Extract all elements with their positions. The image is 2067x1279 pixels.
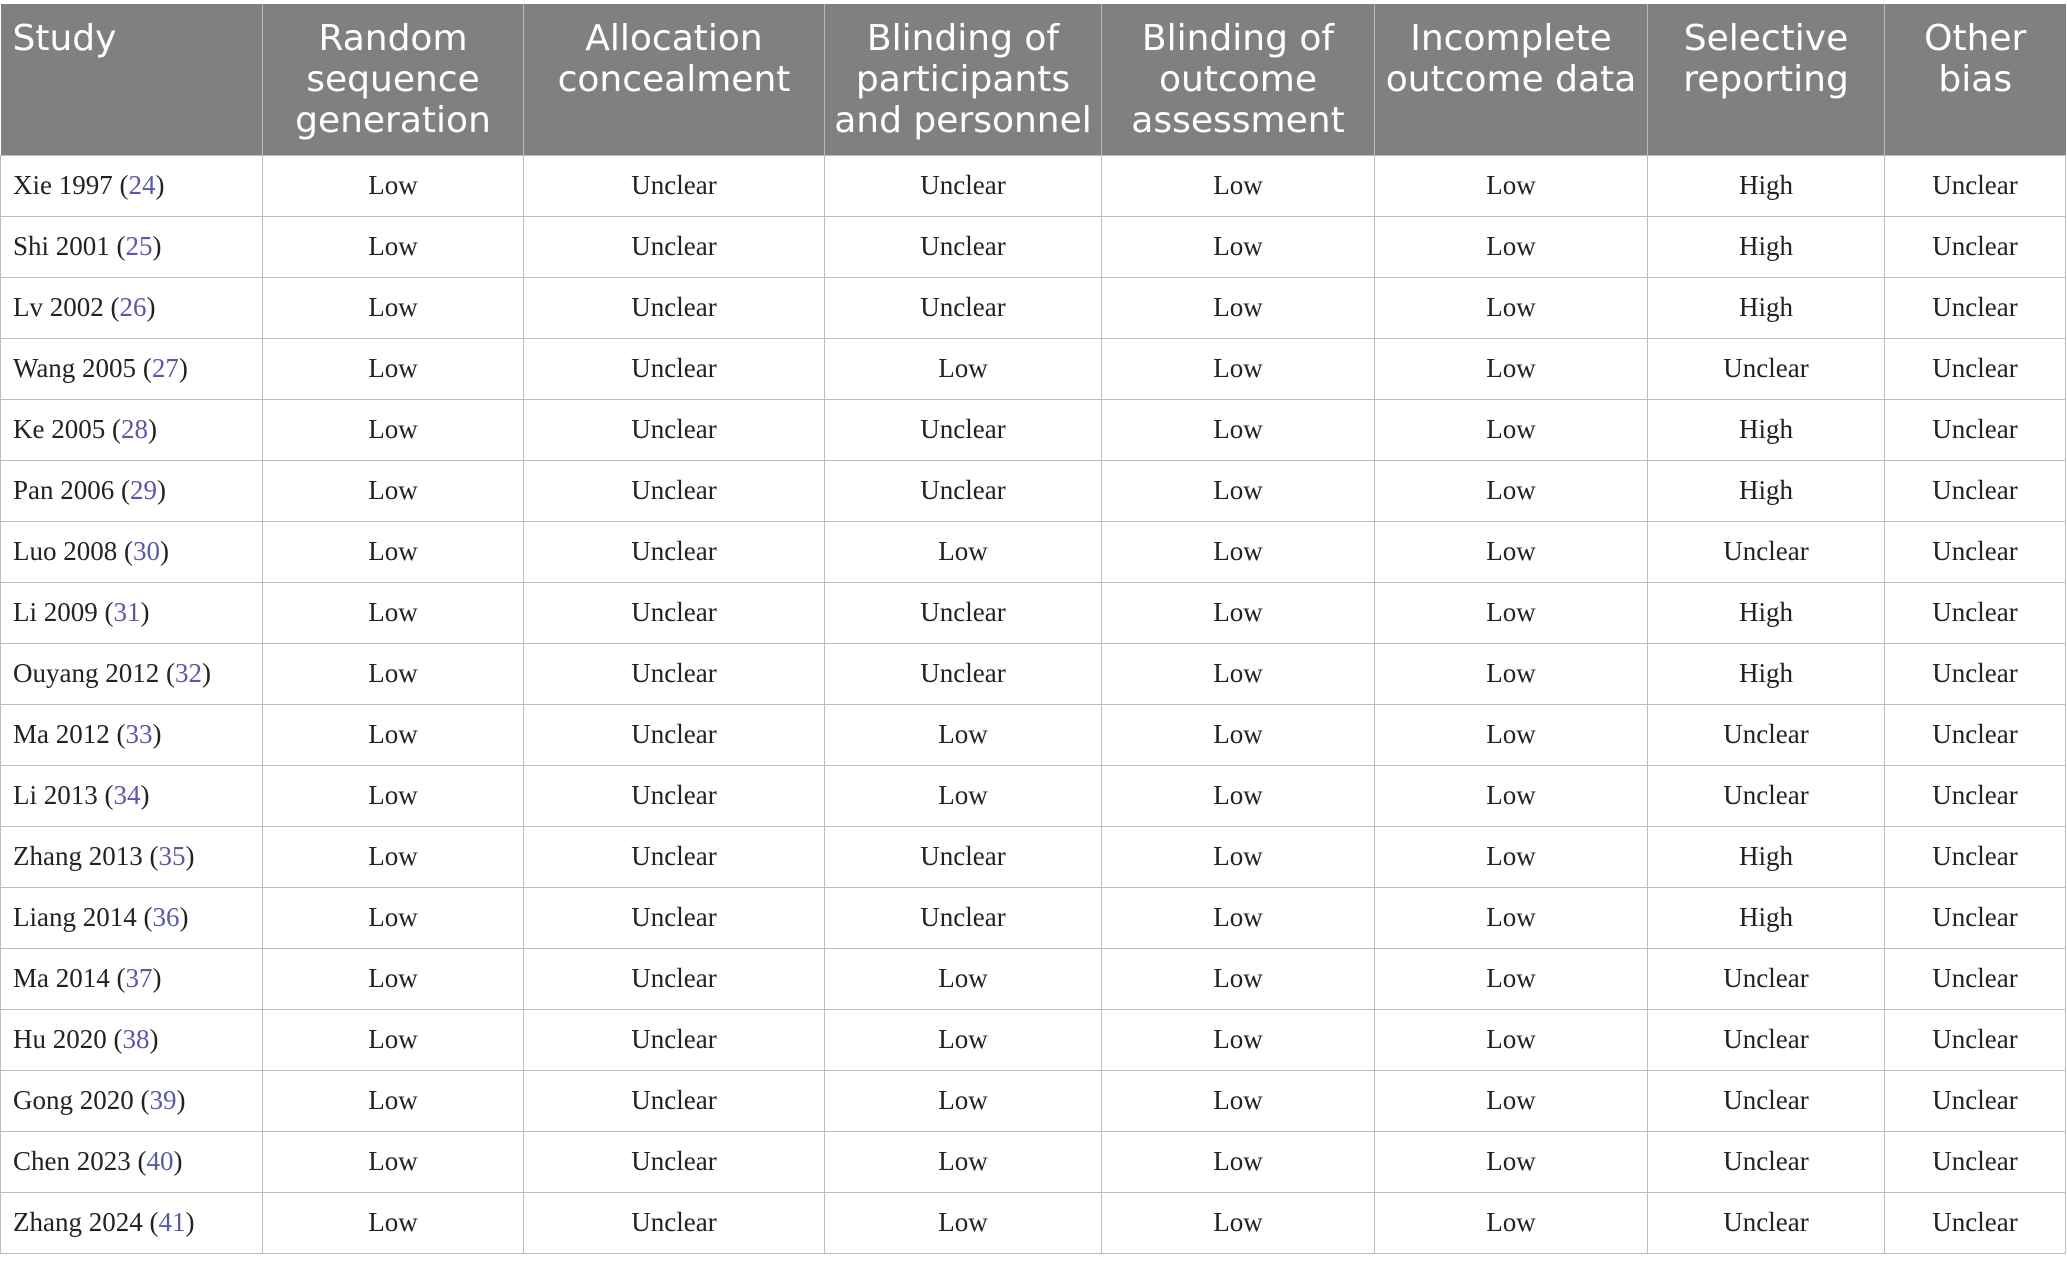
incomplete-data-cell: Low [1375, 1192, 1648, 1253]
random-sequence-cell: Low [263, 1070, 524, 1131]
open-paren: ( [106, 1024, 123, 1054]
table-row [1, 399, 2066, 460]
reference-link[interactable]: 30 [133, 536, 160, 566]
reference-link[interactable]: 39 [149, 1085, 177, 1115]
blinding-participants-cell: Low [825, 521, 1102, 582]
study-name: Zhang 2013 [13, 841, 143, 871]
header-incomplete-outcome-data: Incomplete outcome data [1375, 4, 1648, 155]
study-cell [1, 1131, 263, 1192]
selective-reporting-cell: Unclear [1648, 1070, 1885, 1131]
table-row [1, 277, 2066, 338]
study-name: Pan 2006 [13, 475, 115, 505]
blinding-outcome-cell: Low [1102, 338, 1375, 399]
open-paren: ( [117, 536, 133, 566]
selective-reporting-cell: High [1648, 155, 1885, 216]
close-paren: ) [178, 353, 188, 383]
other-bias-cell: Unclear [1885, 216, 2066, 277]
header-blinding-participants-personnel: Blinding of participants and personnel [825, 4, 1102, 155]
study-name: Chen 2023 [13, 1146, 131, 1176]
reference-link[interactable]: 31 [113, 597, 141, 627]
incomplete-data-cell: Low [1375, 1070, 1648, 1131]
study-name: Shi 2001 [13, 231, 110, 261]
selective-reporting-cell: High [1648, 826, 1885, 887]
selective-reporting-cell: Unclear [1648, 1192, 1885, 1253]
blinding-outcome-cell: Low [1102, 1009, 1375, 1070]
reference-link[interactable]: 41 [158, 1207, 186, 1237]
table-row [1, 216, 2066, 277]
header-study: Study [1, 4, 263, 155]
incomplete-data-cell: Low [1375, 521, 1648, 582]
other-bias-cell: Unclear [1885, 887, 2066, 948]
blinding-participants-cell: Unclear [825, 826, 1102, 887]
blinding-participants-cell: Low [825, 1070, 1102, 1131]
table-row [1, 155, 2066, 216]
study-name: Li 2013 [13, 780, 98, 810]
study-name: Ma 2012 [13, 719, 110, 749]
incomplete-data-cell: Low [1375, 765, 1648, 826]
other-bias-cell: Unclear [1885, 338, 2066, 399]
blinding-participants-cell: Low [825, 1131, 1102, 1192]
other-bias-cell: Unclear [1885, 277, 2066, 338]
reference-link[interactable]: 35 [158, 841, 186, 871]
study-name: Lv 2002 [13, 292, 104, 322]
close-paren: ) [157, 475, 166, 505]
blinding-outcome-cell: Low [1102, 1192, 1375, 1253]
study-name: Ke 2005 [13, 414, 106, 444]
reference-link[interactable]: 24 [128, 170, 156, 200]
allocation-cell: Unclear [524, 643, 825, 704]
study-cell [1, 277, 263, 338]
study-cell [1, 1070, 263, 1131]
random-sequence-cell: Low [263, 399, 524, 460]
random-sequence-cell: Low [263, 948, 524, 1009]
blinding-outcome-cell: Low [1102, 521, 1375, 582]
other-bias-cell: Unclear [1885, 1131, 2066, 1192]
other-bias-cell: Unclear [1885, 582, 2066, 643]
allocation-cell: Unclear [524, 826, 825, 887]
study-cell [1, 948, 263, 1009]
study-name: Liang 2014 [13, 902, 137, 932]
blinding-participants-cell: Low [825, 338, 1102, 399]
incomplete-data-cell: Low [1375, 460, 1648, 521]
study-cell [1, 1009, 263, 1070]
study-cell [1, 521, 263, 582]
table-row [1, 1192, 2066, 1253]
allocation-cell: Unclear [524, 216, 825, 277]
random-sequence-cell: Low [263, 765, 524, 826]
random-sequence-cell: Low [263, 1009, 524, 1070]
allocation-cell: Unclear [524, 1009, 825, 1070]
study-name: Li 2009 [13, 597, 98, 627]
reference-link[interactable]: 34 [113, 780, 141, 810]
blinding-participants-cell: Low [825, 1009, 1102, 1070]
allocation-cell: Unclear [524, 1131, 825, 1192]
random-sequence-cell: Low [263, 1192, 524, 1253]
blinding-outcome-cell: Low [1102, 216, 1375, 277]
selective-reporting-cell: High [1648, 582, 1885, 643]
header-random-sequence-generation: Random sequence generation [263, 4, 524, 155]
open-paren: ( [97, 597, 114, 627]
other-bias-cell: Unclear [1885, 399, 2066, 460]
study-cell [1, 1192, 263, 1253]
blinding-participants-cell: Unclear [825, 277, 1102, 338]
reference-link[interactable]: 26 [119, 292, 147, 322]
close-paren: ) [185, 841, 195, 871]
incomplete-data-cell: Low [1375, 643, 1648, 704]
random-sequence-cell: Low [263, 582, 524, 643]
random-sequence-cell: Low [263, 216, 524, 277]
table-row [1, 643, 2066, 704]
study-name: Wang 2005 [13, 353, 137, 383]
random-sequence-cell: Low [263, 1131, 524, 1192]
table-row [1, 1131, 2066, 1192]
allocation-cell: Unclear [524, 582, 825, 643]
allocation-cell: Unclear [524, 948, 825, 1009]
close-paren: ) [173, 1146, 183, 1176]
open-paren: ( [159, 658, 175, 688]
study-name: Gong 2020 [13, 1085, 134, 1115]
blinding-participants-cell: Unclear [825, 643, 1102, 704]
study-cell [1, 460, 263, 521]
table-row [1, 826, 2066, 887]
reference-link[interactable]: 25 [125, 231, 153, 261]
open-paren: ( [142, 841, 159, 871]
incomplete-data-cell: Low [1375, 704, 1648, 765]
other-bias-cell: Unclear [1885, 1070, 2066, 1131]
header-row [1, 4, 2066, 155]
random-sequence-cell: Low [263, 521, 524, 582]
open-paren: ( [136, 353, 152, 383]
table-row [1, 582, 2066, 643]
study-cell [1, 582, 263, 643]
blinding-outcome-cell: Low [1102, 826, 1375, 887]
reference-link[interactable]: 27 [151, 353, 179, 383]
incomplete-data-cell: Low [1375, 155, 1648, 216]
blinding-outcome-cell: Low [1102, 948, 1375, 1009]
open-paren: ( [142, 1207, 159, 1237]
close-paren: ) [146, 292, 156, 322]
selective-reporting-cell: High [1648, 887, 1885, 948]
reference-link[interactable]: 33 [125, 719, 153, 749]
blinding-participants-cell: Unclear [825, 216, 1102, 277]
table-row [1, 521, 2066, 582]
allocation-cell: Unclear [524, 460, 825, 521]
incomplete-data-cell: Low [1375, 1131, 1648, 1192]
other-bias-cell: Unclear [1885, 765, 2066, 826]
blinding-participants-cell: Unclear [825, 399, 1102, 460]
selective-reporting-cell: High [1648, 277, 1885, 338]
reference-link[interactable]: 37 [125, 963, 153, 993]
table-row [1, 765, 2066, 826]
open-paren: ( [105, 414, 121, 444]
random-sequence-cell: Low [263, 887, 524, 948]
selective-reporting-cell: Unclear [1648, 1131, 1885, 1192]
blinding-outcome-cell: Low [1102, 155, 1375, 216]
close-paren: ) [155, 170, 165, 200]
other-bias-cell: Unclear [1885, 155, 2066, 216]
header-allocation-concealment: Allocation concealment [524, 4, 825, 155]
open-paren: ( [112, 170, 129, 200]
other-bias-cell: Unclear [1885, 643, 2066, 704]
incomplete-data-cell: Low [1375, 948, 1648, 1009]
table-row [1, 704, 2066, 765]
table-row [1, 1009, 2066, 1070]
open-paren: ( [133, 1085, 150, 1115]
study-name: Zhang 2024 [13, 1207, 143, 1237]
other-bias-cell: Unclear [1885, 826, 2066, 887]
random-sequence-cell: Low [263, 460, 524, 521]
allocation-cell: Unclear [524, 399, 825, 460]
open-paren: ( [114, 475, 130, 505]
table-header [1, 4, 2066, 155]
selective-reporting-cell: Unclear [1648, 338, 1885, 399]
blinding-outcome-cell: Low [1102, 582, 1375, 643]
random-sequence-cell: Low [263, 826, 524, 887]
allocation-cell: Unclear [524, 277, 825, 338]
close-paren: ) [152, 719, 162, 749]
reference-link[interactable]: 29 [130, 475, 157, 505]
selective-reporting-cell: High [1648, 460, 1885, 521]
allocation-cell: Unclear [524, 521, 825, 582]
risk-of-bias-table [0, 4, 2066, 1254]
other-bias-cell: Unclear [1885, 1192, 2066, 1253]
blinding-participants-cell: Unclear [825, 460, 1102, 521]
close-paren: ) [179, 902, 189, 932]
random-sequence-cell: Low [263, 277, 524, 338]
close-paren: ) [176, 1085, 186, 1115]
table-row [1, 1070, 2066, 1131]
open-paren: ( [97, 780, 114, 810]
selective-reporting-cell: High [1648, 399, 1885, 460]
incomplete-data-cell: Low [1375, 1009, 1648, 1070]
blinding-participants-cell: Unclear [825, 887, 1102, 948]
table-row [1, 948, 2066, 1009]
table-row [1, 338, 2066, 399]
close-paren: ) [147, 414, 157, 444]
open-paren: ( [136, 902, 153, 932]
random-sequence-cell: Low [263, 338, 524, 399]
blinding-outcome-cell: Low [1102, 277, 1375, 338]
open-paren: ( [109, 231, 126, 261]
reference-link[interactable]: 32 [174, 658, 202, 688]
blinding-outcome-cell: Low [1102, 1070, 1375, 1131]
table-body [1, 155, 2066, 1253]
reference-link[interactable]: 28 [120, 414, 148, 444]
blinding-outcome-cell: Low [1102, 1131, 1375, 1192]
study-cell [1, 155, 263, 216]
close-paren: ) [201, 658, 211, 688]
allocation-cell: Unclear [524, 765, 825, 826]
allocation-cell: Unclear [524, 1070, 825, 1131]
selective-reporting-cell: Unclear [1648, 521, 1885, 582]
allocation-cell: Unclear [524, 155, 825, 216]
incomplete-data-cell: Low [1375, 277, 1648, 338]
other-bias-cell: Unclear [1885, 704, 2066, 765]
close-paren: ) [152, 963, 162, 993]
allocation-cell: Unclear [524, 704, 825, 765]
study-cell [1, 887, 263, 948]
close-paren: ) [185, 1207, 195, 1237]
allocation-cell: Unclear [524, 338, 825, 399]
blinding-participants-cell: Low [825, 948, 1102, 1009]
reference-link[interactable]: 38 [122, 1024, 150, 1054]
incomplete-data-cell: Low [1375, 582, 1648, 643]
header-blinding-outcome-assessment: Blinding of outcome assessment [1102, 4, 1375, 155]
close-paren: ) [140, 597, 150, 627]
study-cell [1, 399, 263, 460]
selective-reporting-cell: Unclear [1648, 1009, 1885, 1070]
selective-reporting-cell: High [1648, 216, 1885, 277]
other-bias-cell: Unclear [1885, 1009, 2066, 1070]
selective-reporting-cell: Unclear [1648, 765, 1885, 826]
blinding-outcome-cell: Low [1102, 704, 1375, 765]
blinding-participants-cell: Low [825, 765, 1102, 826]
study-cell [1, 216, 263, 277]
study-cell [1, 765, 263, 826]
study-cell [1, 643, 263, 704]
incomplete-data-cell: Low [1375, 826, 1648, 887]
allocation-cell: Unclear [524, 1192, 825, 1253]
blinding-outcome-cell: Low [1102, 887, 1375, 948]
blinding-outcome-cell: Low [1102, 399, 1375, 460]
incomplete-data-cell: Low [1375, 338, 1648, 399]
incomplete-data-cell: Low [1375, 216, 1648, 277]
blinding-participants-cell: Unclear [825, 582, 1102, 643]
selective-reporting-cell: Unclear [1648, 704, 1885, 765]
open-paren: ( [109, 719, 126, 749]
header-other-bias: Other bias [1885, 4, 2066, 155]
random-sequence-cell: Low [263, 643, 524, 704]
header-selective-reporting: Selective reporting [1648, 4, 1885, 155]
random-sequence-cell: Low [263, 704, 524, 765]
random-sequence-cell: Low [263, 155, 524, 216]
study-name: Luo 2008 [13, 536, 118, 566]
study-name: Xie 1997 [13, 170, 113, 200]
study-name: Ouyang 2012 [13, 658, 160, 688]
reference-link[interactable]: 40 [146, 1146, 174, 1176]
study-cell [1, 338, 263, 399]
other-bias-cell: Unclear [1885, 521, 2066, 582]
blinding-participants-cell: Low [825, 704, 1102, 765]
selective-reporting-cell: Unclear [1648, 948, 1885, 1009]
close-paren: ) [160, 536, 169, 566]
close-paren: ) [140, 780, 150, 810]
incomplete-data-cell: Low [1375, 887, 1648, 948]
blinding-outcome-cell: Low [1102, 765, 1375, 826]
close-paren: ) [152, 231, 162, 261]
selective-reporting-cell: High [1648, 643, 1885, 704]
study-name: Ma 2014 [13, 963, 110, 993]
reference-link[interactable]: 36 [152, 902, 180, 932]
blinding-participants-cell: Low [825, 1192, 1102, 1253]
open-paren: ( [130, 1146, 147, 1176]
table-row [1, 460, 2066, 521]
open-paren: ( [103, 292, 120, 322]
incomplete-data-cell: Low [1375, 399, 1648, 460]
other-bias-cell: Unclear [1885, 460, 2066, 521]
blinding-outcome-cell: Low [1102, 460, 1375, 521]
study-name: Hu 2020 [13, 1024, 107, 1054]
other-bias-cell: Unclear [1885, 948, 2066, 1009]
study-cell [1, 704, 263, 765]
blinding-participants-cell: Unclear [825, 155, 1102, 216]
close-paren: ) [149, 1024, 159, 1054]
open-paren: ( [109, 963, 126, 993]
table-row [1, 887, 2066, 948]
allocation-cell: Unclear [524, 887, 825, 948]
blinding-outcome-cell: Low [1102, 643, 1375, 704]
study-cell [1, 826, 263, 887]
